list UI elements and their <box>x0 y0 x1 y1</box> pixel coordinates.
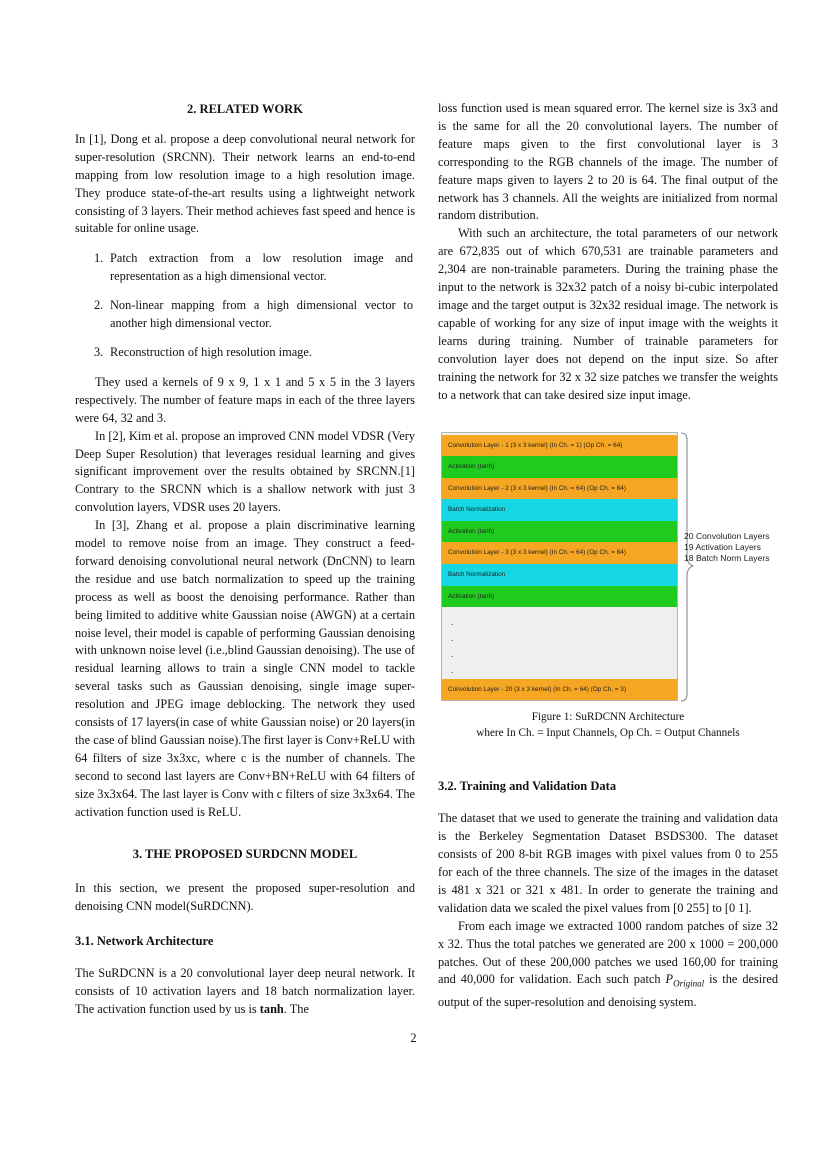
activation-layer-1: Activation (tanh) <box>442 456 677 478</box>
page-number: 2 <box>410 1031 417 1045</box>
summary-batchnorm-count: 18 Batch Norm Layers <box>684 553 770 564</box>
summary-conv-count: 20 Convolution Layers <box>684 531 770 542</box>
section-3-2-title: 3.2. Training and Validation Data <box>438 779 617 794</box>
related-work-para-4: In [3], Zhang et al. propose a plain discriminative learning model to remove noise from an image. They construct a feed-forward denoising convolutional neural network (DnCNN) to learn the residue and use batch normalization to speed up the training process as well as boost the denoising performance. Rather than being limited to additive white Gaussian noise (AWGN) at a certain noise level, their model is capable of performing Gaussian denoising with unknown noise level (i.e.,blind Gaussian denoising). The use of residual learning allows to train a single CNN model to tackle several tasks such as Gaussian denoising, single image super-resolution and JPEG image deblocking. The network they used consists of 17 layers(in case of white Gaussian noise) or 20 layers(in the case of blind Gaussian noise).The first layer is Conv+ReLU with 64 filters of size 3x3xc, where c is the number of channels. The second to second last layers are Conv+BN+ReLU with 64 filters of size 3x3x64. The last layer is Conv with c filters of size 3x3x64. The activation function used is ReLU. <box>75 518 415 819</box>
architecture-para-cont: loss function used is mean squared error. The kernel size is 3x3 and is the same for all the 20 convolutional layers. The number of feature maps given to the first convolutional layer is 3 corresponding to the RGB channels of the image. The number of feature maps given to layers 2 to 20 is 64. The final output of the network has 3 channels. All the weights are initialized from normal random distribution. <box>438 101 778 223</box>
section-3-1-title: 3.1. Network Architecture <box>75 934 214 949</box>
architecture-figure <box>438 412 778 704</box>
related-work-para-1: In [1], Dong et al. propose a deep convolutional neural network for super-resolution (SRCNN). Their network learns an end-to-end mapping from low resolution image to a high resolution image. They produce state-of-the-art results using a lightweight network consisting of 3 layers. Their method achieves fast speed and hence is suitable for online usage. <box>75 131 415 236</box>
left-column <box>75 100 415 1019</box>
conv-layer-1: Convolution Layer - 1 (3 x 3 kernel) (In Ch. = 1) (Op Ch. = 64) <box>442 435 677 456</box>
related-work-para-2: They used a kernels of 9 x 9, 1 x 1 and 5 x 5 in the 3 layers respectively. The number of feature maps in each of the three layers were 64, 32 and 3. <box>75 374 415 425</box>
list-item: 3. Reconstruction of high resolution image. <box>94 344 312 359</box>
activation-layer-2: Activation (tanh) <box>442 521 677 542</box>
network-architecture-para: The SuRDCNN is a 20 convolutional layer deep neural network. It consists of 10 activation layers and 18 batch normalization layer. The activation function used by us is tanh. The <box>75 966 415 1016</box>
summary-activation-count: 19 Activation Layers <box>684 542 761 553</box>
curly-brace-icon <box>680 432 694 702</box>
conv-layer-20: Convolution Layer - 20 (3 x 3 kernel) (In Ch. = 64) (Op Ch. = 3) <box>442 679 677 700</box>
ellipsis-dot: . <box>451 649 454 660</box>
proposed-model-intro: In this section, we present the proposed super-resolution and denoising CNN model(SuRDCNN). <box>75 881 415 914</box>
batch-norm-layer-1: Batch Normalization <box>442 499 677 521</box>
ellipsis-dot: . <box>451 665 454 676</box>
conv-layer-3: Convolution Layer - 3 (3 x 3 kernel) (In Ch. = 64) (Op Ch. = 64) <box>442 542 677 564</box>
tanh-keyword: tanh <box>259 1001 284 1016</box>
activation-layer-3: Activation (tanh) <box>442 586 677 607</box>
srcnn-steps-list <box>75 250 415 362</box>
parameters-para: With such an architecture, the total parameters of our network are 672,835 out of which 670,531 are trainable parameters and 2,304 are non-trainable parameters. During the training phase the input to the network is 32x32 patch of a noisy bi-cubic interpolated image and the target output is 32x32 residual image. The network is capable of working for any size of input image with the weights it learns during training. Number of trainable parameters for convolution layer does not depend on the input size. So after training the network for 32 x 32 size patches we transfer the weights to a network that can take desired size input image. <box>438 226 778 402</box>
dataset-para: The dataset that we used to generate the training and validation data is the Berkeley Segmentation Dataset BSDS300. The dataset consists of 200 8-bit RGB images with pixel values from 0 to 255 for each of the three channels. The size of the images in the dataset is 481 x 321 or 321 x 481. In order to generate the training and validation data we scaled the pixel values from [0 255] to [0 1]. <box>438 811 778 915</box>
list-item: 2. Non-linear mapping from a high dimensional vector to another high dimensional vector. <box>94 298 413 331</box>
list-item: 1. Patch extraction from a low resolution image and representation as a high dimensional vector. <box>94 251 413 284</box>
layer-summary <box>684 531 770 564</box>
layer-stack <box>441 432 678 701</box>
figure-caption: Figure 1: SuRDCNN Architecture <box>531 711 685 724</box>
section-2-title: 2. RELATED WORK <box>187 102 303 116</box>
p-original-symbol: $P_{Original}$ <box>665 972 705 989</box>
patches-para: From each image we extracted 1000 random patches of size 32 x 32. Thus the total patches we generated are 200 x 1000 = 200,000 patches. Out of these 200,000 patches we used 160,00 for training and 40,000 for validation. Each such patch $P_{Original}$ is the desired output of the super-resolution and denoising system. <box>438 918 779 1009</box>
batch-norm-layer-2: Batch Normalization <box>442 564 677 586</box>
ellipsis-dot: . <box>451 617 454 628</box>
figure-caption-legend: where In Ch. = Input Channels, Op Ch. = Output Channels <box>476 727 740 740</box>
conv-layer-2: Convolution Layer - 2 (3 x 3 kernel) (In Ch. = 64) (Op Ch. = 64) <box>442 478 677 499</box>
right-column <box>438 100 778 1012</box>
ellipsis-dot: . <box>451 633 454 644</box>
section-3-title: 3. THE PROPOSED SURDCNN MODEL <box>132 846 358 861</box>
related-work-para-3: In [2], Kim et al. propose an improved CNN model VDSR (Very Deep Super Resolution) that leverages residual learning and gives significant improvement over the results obtained by SRCNN.[1] Contrary to the SRCNN which is a shallow network with just 3 convolution layers, VDSR uses 20 layers. <box>75 428 415 515</box>
